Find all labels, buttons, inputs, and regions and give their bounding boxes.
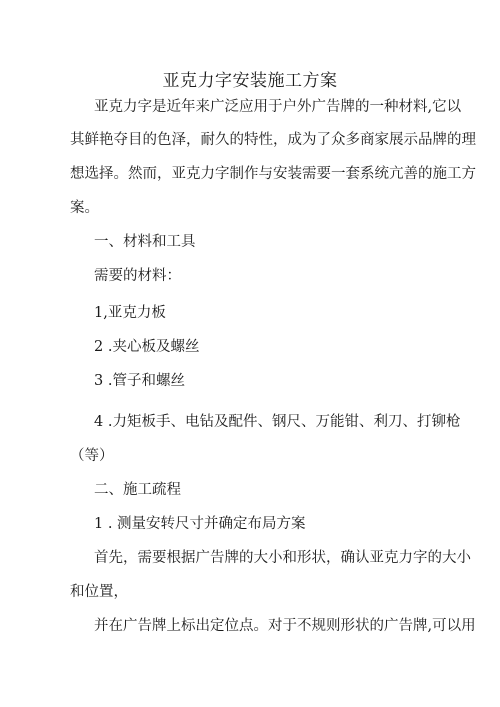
step-1-line-3: 并在广告牌上标出定位点。对于不规则形状的广告牌,可以用: [94, 618, 476, 634]
material-item-2: 2 .夹心板及螺丝: [94, 339, 200, 355]
step-1-heading: 1 . 测量安转尺寸并确定布局方案: [94, 516, 306, 532]
section-2-heading: 二、施工疏程: [94, 482, 181, 498]
intro-line-1: 亚克力字是近年来广泛应用于户外广告牌的一种材料,它以: [94, 99, 462, 115]
intro-line-3: 想选择。然而，亚克力字制作与安装需要一套系统亢善的施工方: [70, 166, 476, 182]
materials-label: 需要的材料：: [94, 268, 181, 284]
step-1-line-2: 和位置，: [70, 584, 128, 600]
section-1-heading: 一、材料和工具: [94, 234, 196, 250]
tools-line-2: （等）: [70, 448, 114, 464]
document-title: 亚克力字安装施工方案: [162, 71, 338, 91]
material-item-3: 3 .管子和螺丝: [94, 373, 185, 389]
material-item-1: 1,亚克力板: [94, 305, 166, 321]
intro-line-4: 案。: [70, 200, 99, 216]
step-1-line-1: 首先，需要根据广告牌的大小和形状，确认亚克力字的大小: [94, 550, 471, 566]
tools-line-1: 4 .力矩板手、电钻及配件、钢尺、万能钳、利刀、打铆枪: [94, 414, 461, 430]
intro-line-2: 其鲜艳夺目的色泽，耐久的特性，成为了众多商家展示品牌的理: [70, 132, 476, 148]
